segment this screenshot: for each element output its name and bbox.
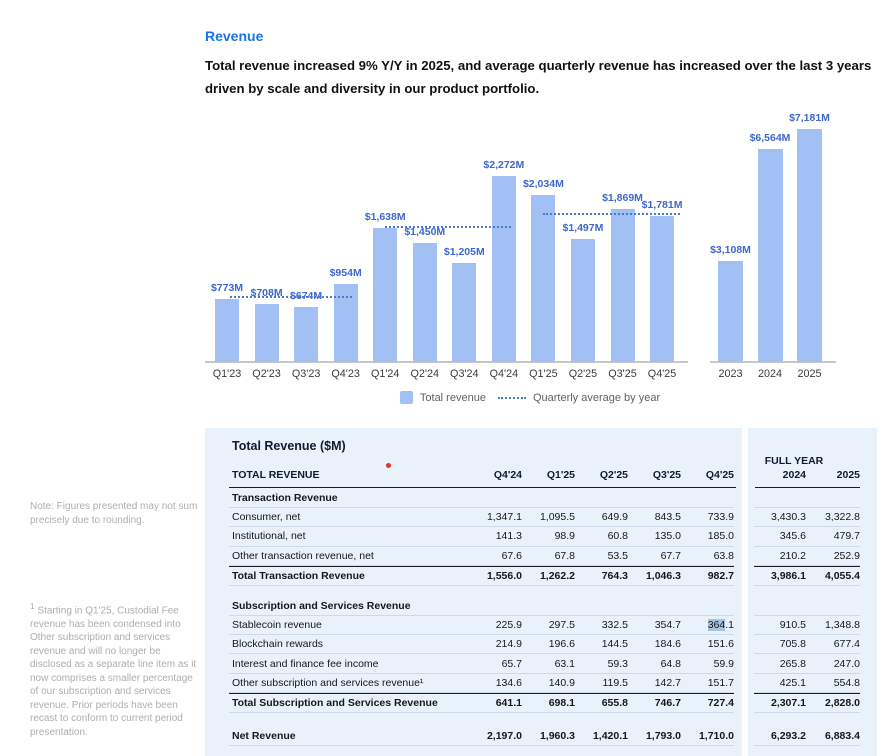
revenue-bar bbox=[531, 195, 555, 362]
highlighted-text: 364 bbox=[707, 619, 726, 632]
table-cell: 6,293.2 bbox=[770, 729, 806, 742]
column-header: Q3'25 bbox=[652, 469, 681, 481]
rounding-note: Note: Figures presented may not sum precisely due to rounding. bbox=[30, 501, 198, 526]
table-row bbox=[229, 674, 734, 693]
bar-swatch-icon bbox=[400, 391, 413, 404]
table-row bbox=[754, 586, 860, 597]
legend-total-revenue bbox=[400, 391, 486, 404]
bar-value-label: $708M bbox=[250, 287, 283, 299]
table-cell: 59.3 bbox=[607, 657, 628, 670]
table-row bbox=[229, 489, 734, 508]
revenue-bar bbox=[255, 304, 279, 362]
table-row bbox=[754, 489, 860, 508]
table-cell: 554.8 bbox=[833, 676, 860, 689]
table-row bbox=[754, 693, 860, 713]
revenue-bar bbox=[758, 149, 783, 362]
table-cell: 2,828.0 bbox=[824, 697, 860, 710]
table-row bbox=[229, 713, 734, 726]
table-cell: 3,986.1 bbox=[770, 569, 806, 582]
column-header: 2025 bbox=[836, 469, 860, 481]
table-cell: 64.8 bbox=[660, 657, 681, 670]
revenue-bar bbox=[718, 261, 743, 362]
table-cell: 265.8 bbox=[779, 657, 806, 670]
table-fullyear-rows bbox=[754, 489, 860, 746]
table-cell: 1,793.0 bbox=[645, 729, 681, 742]
table-cell: 247.0 bbox=[833, 657, 860, 670]
bar-value-label: $6,564M bbox=[749, 132, 791, 144]
section-heading: Revenue bbox=[205, 28, 264, 44]
table-cell: 3,322.8 bbox=[824, 511, 860, 524]
row-label: Net Revenue bbox=[232, 729, 296, 742]
table-cell: 135.0 bbox=[654, 530, 681, 543]
table-row bbox=[754, 547, 860, 566]
row-label: Consumer, net bbox=[232, 511, 301, 524]
bar-value-label: $1,638M bbox=[364, 211, 406, 223]
table-cell: 119.5 bbox=[602, 676, 628, 689]
table-cell: 3,430.3 bbox=[770, 511, 806, 524]
row-label: Total Transaction Revenue bbox=[232, 569, 365, 582]
table-row bbox=[229, 586, 734, 597]
table-cell: 910.5 bbox=[779, 619, 806, 632]
column-header: Q2'25 bbox=[599, 469, 628, 481]
table-cell: 354.7 bbox=[654, 619, 681, 632]
quarterly-average-line bbox=[385, 226, 511, 228]
table-row bbox=[754, 674, 860, 693]
summary-paragraph: Total revenue increased 9% Y/Y in 2025, and average quarterly revenue has increased over the last 3 years driven by scale and diversity in our product portfolio. bbox=[205, 58, 872, 96]
table-cell: 1,046.3 bbox=[645, 569, 681, 582]
legend-quarterly-average-label: Quarterly average by year bbox=[532, 391, 661, 404]
table-cell: 53.5 bbox=[607, 549, 628, 562]
row-label: Other transaction revenue, net bbox=[232, 549, 374, 562]
revenue-bar bbox=[373, 228, 397, 362]
table-cell: 184.6 bbox=[654, 638, 681, 651]
bar-value-label: $1,781M bbox=[641, 199, 683, 211]
table-cell: 60.8 bbox=[607, 530, 628, 543]
bar-value-label: $1,205M bbox=[443, 246, 485, 258]
bar-value-label: $1,497M bbox=[562, 222, 604, 234]
revenue-bar bbox=[650, 216, 674, 362]
table-cell: 1,710.0 bbox=[698, 729, 734, 742]
x-axis-label: 2024 bbox=[757, 368, 783, 380]
x-axis-label: Q4'23 bbox=[331, 368, 360, 380]
row-label: Stablecoin revenue bbox=[232, 619, 322, 632]
table-cell: 425.1 bbox=[779, 676, 806, 689]
table-cell: 479.7 bbox=[833, 530, 860, 543]
table-row bbox=[754, 527, 860, 546]
table-cell: 142.7 bbox=[654, 676, 681, 689]
footnote-text: Starting in Q1'25, Custodial Fee revenue has been condensed into Other subscription and services revenue and will no longer be disclosed as a separate line item as it now comprises a smaller percentage of our subscription and services revenue. Prior periods have been recast to conform to current period presentation. bbox=[30, 605, 197, 738]
x-axis-label: 2025 bbox=[797, 368, 822, 380]
row-label: Blockchain rewards bbox=[232, 638, 324, 651]
table-row bbox=[754, 597, 860, 616]
table-row bbox=[229, 654, 734, 673]
table-row bbox=[754, 635, 860, 654]
table-cell: 332.5 bbox=[601, 619, 628, 632]
revenue-bar bbox=[294, 307, 318, 362]
header-underline bbox=[229, 487, 736, 488]
table-cell: 4,055.4 bbox=[824, 569, 860, 582]
bar-value-label: $3,108M bbox=[710, 244, 751, 256]
full-year-group-header: FULL YEAR bbox=[764, 455, 824, 467]
x-axis-label: Q1'25 bbox=[529, 368, 558, 380]
table-row bbox=[754, 726, 860, 746]
column-header: Q4'24 bbox=[493, 469, 522, 481]
table-row bbox=[229, 527, 734, 546]
revenue-bar bbox=[611, 209, 635, 362]
table-cell: 59.9 bbox=[713, 657, 734, 670]
table-row bbox=[754, 508, 860, 527]
table-cell: 1,262.2 bbox=[539, 569, 575, 582]
table-cell: 843.5 bbox=[654, 511, 681, 524]
table-cell: 746.7 bbox=[654, 697, 681, 710]
table-row bbox=[229, 635, 734, 654]
x-axis-label: Q4'25 bbox=[647, 368, 677, 380]
chart-legend bbox=[205, 391, 855, 404]
x-axis-label: 2023 bbox=[718, 368, 743, 380]
table-cell: 1,348.8 bbox=[824, 619, 860, 632]
table-row bbox=[229, 616, 734, 635]
table-cell: 67.8 bbox=[554, 549, 575, 562]
total-revenue-bar-chart bbox=[205, 100, 855, 380]
row-label: Interest and finance fee income bbox=[232, 657, 379, 670]
table-cell: 6,883.4 bbox=[824, 729, 860, 742]
table-row bbox=[229, 547, 734, 566]
x-axis-label: Q2'25 bbox=[568, 368, 598, 380]
table-cell: 705.8 bbox=[779, 638, 806, 651]
full-year-panel bbox=[748, 428, 877, 756]
bar-value-label: $7,181M bbox=[789, 112, 830, 124]
table-cell: 764.3 bbox=[601, 569, 628, 582]
table-cell: 364.1 bbox=[707, 619, 734, 632]
dotted-line-icon bbox=[498, 397, 526, 399]
table-cell: 1,347.1 bbox=[486, 511, 522, 524]
table-cell: 67.6 bbox=[501, 549, 522, 562]
table-cell: 733.9 bbox=[707, 511, 734, 524]
table-cell: 727.4 bbox=[707, 697, 734, 710]
table-cell: 63.8 bbox=[713, 549, 734, 562]
table-cell: 65.7 bbox=[501, 657, 522, 670]
revenue-bar bbox=[452, 263, 476, 362]
column-header: 2024 bbox=[782, 469, 806, 481]
table-cell: 2,307.1 bbox=[770, 697, 806, 710]
bar-value-label: $674M bbox=[290, 290, 323, 302]
revenue-bar bbox=[571, 239, 595, 362]
table-cell: 297.5 bbox=[548, 619, 575, 632]
table-cell: 144.5 bbox=[601, 638, 628, 651]
table-row bbox=[754, 566, 860, 586]
x-axis-label: Q4'24 bbox=[489, 368, 519, 380]
bar-value-label: $954M bbox=[329, 267, 362, 279]
table-cell: 214.9 bbox=[495, 638, 522, 651]
column-header: Q1'25 bbox=[546, 469, 575, 481]
legend-quarterly-average bbox=[498, 392, 660, 404]
row-label: Institutional, net bbox=[232, 530, 306, 543]
table-cell: 134.6 bbox=[495, 676, 522, 689]
x-axis-label: Q2'23 bbox=[252, 368, 281, 380]
table-cell: 677.4 bbox=[833, 638, 860, 651]
bar-value-label: $2,272M bbox=[483, 159, 525, 171]
table-cell: 655.8 bbox=[601, 697, 628, 710]
x-axis-label: Q1'24 bbox=[370, 368, 400, 380]
table-cell: 2,197.0 bbox=[486, 729, 522, 742]
table-row bbox=[229, 597, 734, 616]
table-cell: 210.2 bbox=[779, 549, 806, 562]
table-main-rows bbox=[229, 489, 734, 746]
table-row bbox=[229, 693, 734, 713]
table-cell: 1,960.3 bbox=[539, 729, 575, 742]
table-cell: 252.9 bbox=[833, 549, 860, 562]
full-year-header-row bbox=[754, 469, 860, 481]
quarterly-average-line bbox=[543, 213, 680, 215]
table-title: Total Revenue ($M) bbox=[232, 439, 346, 453]
table-cell: 196.6 bbox=[548, 638, 575, 651]
table-cell: 1,420.1 bbox=[592, 729, 628, 742]
legend-total-revenue-label: Total revenue bbox=[419, 391, 486, 404]
revenue-bar bbox=[797, 129, 822, 362]
table-cell: 698.1 bbox=[548, 697, 575, 710]
revenue-bar bbox=[492, 176, 516, 362]
table-cell: 345.6 bbox=[779, 530, 806, 543]
table-cell: 141.3 bbox=[495, 530, 522, 543]
table-cell: 151.7 bbox=[707, 676, 734, 689]
bar-value-label: $773M bbox=[210, 282, 244, 294]
table-header-row bbox=[229, 469, 734, 481]
x-axis-label: Q3'23 bbox=[291, 368, 321, 380]
revenue-bar bbox=[215, 299, 239, 362]
table-cell: 63.1 bbox=[554, 657, 575, 670]
table-cell: 641.1 bbox=[495, 697, 522, 710]
row-label: Total Subscription and Services Revenue bbox=[232, 697, 438, 710]
table-row bbox=[229, 726, 734, 746]
footnote bbox=[30, 600, 202, 739]
table-row bbox=[754, 654, 860, 673]
table-row bbox=[229, 566, 734, 586]
bar-value-label: $1,450M bbox=[404, 226, 446, 238]
pointer-dot-icon bbox=[386, 463, 391, 468]
table-cell: 140.9 bbox=[548, 676, 575, 689]
row-label: Other subscription and services revenue¹ bbox=[232, 676, 424, 689]
table-row bbox=[754, 616, 860, 635]
x-axis-label: Q1'23 bbox=[212, 368, 242, 380]
table-cell: 67.7 bbox=[660, 549, 681, 562]
bar-value-label: $1,869M bbox=[602, 192, 643, 204]
revenue-table-panel bbox=[205, 428, 742, 756]
revenue-bar bbox=[413, 243, 437, 362]
column-header: Q4'25 bbox=[705, 469, 734, 481]
table-cell: 649.9 bbox=[601, 511, 628, 524]
table-row-header: TOTAL REVENUE bbox=[232, 469, 320, 481]
x-axis-label: Q3'24 bbox=[450, 368, 479, 380]
table-cell: 1,556.0 bbox=[486, 569, 522, 582]
table-row bbox=[754, 713, 860, 726]
table-cell: 1,095.5 bbox=[539, 511, 575, 524]
table-cell: 225.9 bbox=[495, 619, 522, 632]
table-cell: 98.9 bbox=[554, 530, 575, 543]
header-underline bbox=[755, 487, 860, 488]
bar-value-label: $2,034M bbox=[522, 178, 564, 190]
row-label: Transaction Revenue bbox=[232, 492, 338, 504]
table-row bbox=[229, 508, 734, 527]
row-label: Subscription and Services Revenue bbox=[232, 599, 411, 612]
x-axis-label: Q3'25 bbox=[608, 368, 637, 380]
quarterly-average-line bbox=[230, 296, 352, 298]
table-cell: 185.0 bbox=[707, 530, 734, 543]
table-cell: 982.7 bbox=[707, 569, 734, 582]
table-cell: 151.6 bbox=[707, 638, 734, 651]
x-axis-label: Q2'24 bbox=[410, 368, 439, 380]
footnote-superscript: 1 bbox=[30, 601, 35, 611]
